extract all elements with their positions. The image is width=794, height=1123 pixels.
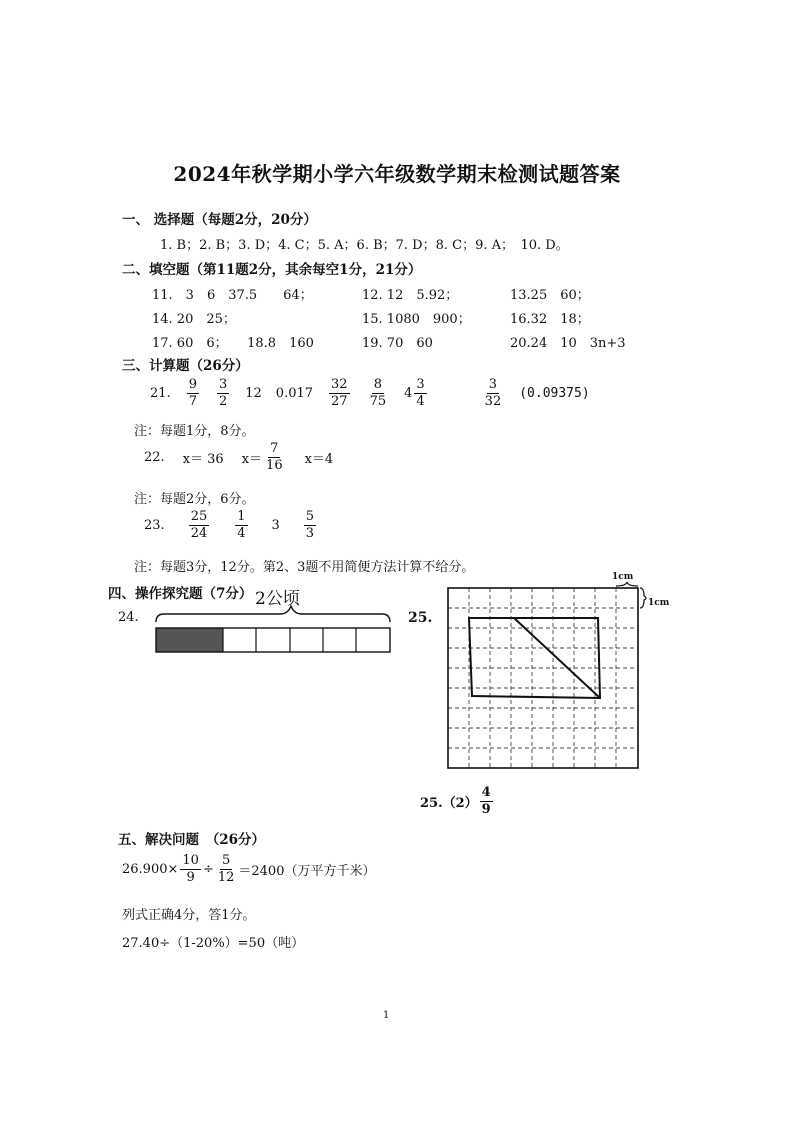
section-1-answers: 1. B；2. B；3. D；4. C；5. A；6. B；7. D；8. C；9. A； 10. D。	[160, 238, 569, 253]
q25-scale-brace-h	[616, 582, 638, 586]
q21-fraction-2: $\frac{3}{2}$	[218, 377, 228, 410]
q25-diagonal-line	[514, 618, 600, 698]
page-number: 1	[383, 1010, 390, 1021]
note-q23: 注：每题3分，12分。第2、3题不用简便方法计算不给分。	[134, 560, 475, 575]
note-q26: 列式正确4分，答1分。	[122, 908, 256, 923]
q25-part2-label: 25.（2）	[420, 796, 478, 812]
page-title: 2024年秋学期小学六年级数学期末检测试题答案	[173, 162, 621, 186]
q21-fraction-5: $\frac{32}{27}$	[331, 377, 348, 410]
q22-answer-2: x＝ $\frac{7}{16}$	[241, 441, 283, 474]
q23-label: 23.	[144, 518, 165, 534]
q21-label: 21.	[150, 386, 171, 402]
q25-scale-brace-v	[640, 588, 646, 608]
answer-q23	[144, 510, 318, 542]
q25-grid-diagram	[448, 588, 648, 778]
section-1-heading: 一、 选择题（每题2分，20分）	[122, 212, 317, 228]
q23-fraction-2: $\frac{1}{4}$	[237, 509, 246, 542]
answer-q15: 15. 1080 900；	[362, 312, 471, 327]
answer-q19: 19. 70 60	[362, 336, 433, 351]
section-4-heading: 四、操作探究题（7分）	[108, 586, 253, 602]
q25-label: 25.	[408, 610, 433, 626]
answer-q13: 13.25 60；	[510, 288, 590, 303]
q25-grid-border	[448, 588, 638, 768]
answer-q14: 14. 20 25；	[152, 312, 236, 327]
q25-drawn-rectangle	[469, 618, 600, 698]
q21-fraction-6: $\frac{8}{75}$	[369, 377, 387, 410]
q25-part2-fraction: $\frac{4}{9}$	[481, 785, 491, 818]
q21-value-4: 0.017	[275, 386, 314, 402]
answer-q17-18: 17. 60 6； 18.8 160	[152, 336, 314, 351]
q24-shaded-part	[156, 628, 223, 652]
section-2-heading: 二、填空题（第11题2分，其余每空1分，21分）	[122, 262, 422, 278]
q23-value-3: 3	[271, 518, 280, 534]
note-q22: 注：每题2分，6分。	[134, 492, 255, 507]
q26-divide-sign: ÷	[202, 862, 214, 878]
note-q21: 注：每题1分，8分。	[134, 424, 255, 439]
q24-bar-diagram	[150, 604, 400, 656]
answer-q20: 20.24 10 3n+3	[510, 336, 626, 351]
answer-q26	[122, 854, 375, 886]
q26-prefix: 26.900×	[122, 862, 179, 878]
section-3-heading: 三、计算题（26分）	[122, 358, 249, 374]
answer-q21	[150, 378, 590, 410]
answer-q22	[144, 442, 333, 474]
q21-fraction-1: $\frac{9}{7}$	[188, 377, 197, 410]
q26-suffix: ＝2400（万平方千米）	[238, 864, 376, 880]
q26-fraction-1: $\frac{10}{9}$	[182, 853, 199, 886]
q23-fraction-4: $\frac{5}{3}$	[305, 509, 315, 542]
q22-answer-1: x＝ 36	[182, 452, 224, 468]
answer-q11: 11. 3 6 37.5 64；	[152, 288, 313, 303]
answer-q27: 27.40÷（1-20%）=50（吨）	[122, 936, 305, 951]
q24-brace	[156, 606, 390, 622]
q26-fraction-2: $\frac{5}{12}$	[217, 853, 235, 886]
section-5-heading: 五、解决问题 （26分）	[118, 832, 266, 848]
q24-label: 24.	[118, 610, 139, 625]
q22-answer-3: x＝4	[304, 452, 334, 468]
q25-grid-lines	[448, 588, 638, 768]
q21-fraction-8: $\frac{3}{32}$	[484, 377, 502, 410]
answer-q16: 16.32 18；	[510, 312, 590, 327]
q24-brace-label: 2公顷	[255, 589, 300, 609]
q23-fraction-1: $\frac{25}{24}$	[190, 509, 208, 542]
q25-scale-horizontal: 1cm	[612, 572, 634, 582]
q22-label: 22.	[144, 450, 165, 466]
q21-decimal-note: (0.09375)	[519, 386, 590, 402]
q25-scale-vertical: 1cm	[648, 598, 670, 608]
answer-q25-part2	[420, 786, 495, 818]
answer-q12: 12. 12 5.92；	[362, 288, 459, 303]
q21-mixed-7: 4 $\frac{3}{4}$	[404, 377, 425, 410]
q21-value-3: 12	[245, 386, 262, 402]
